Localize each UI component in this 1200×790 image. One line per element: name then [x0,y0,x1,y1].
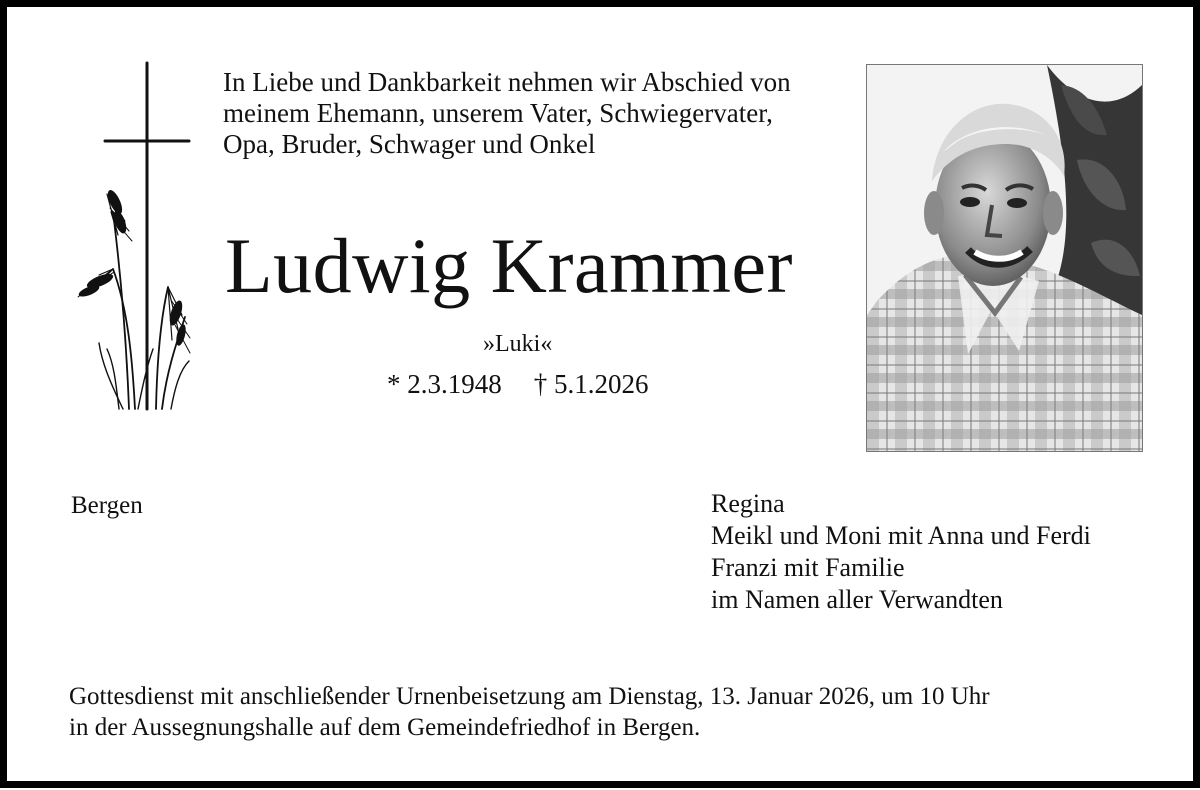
life-dates [387,368,649,400]
service-info [69,681,1159,743]
intro-line: Opa, Bruder, Schwager und Onkel [223,129,596,159]
service-line: in der Aussegnungshalle auf dem Gemeindefriedhof in Bergen. [69,714,701,741]
deceased-name: Ludwig Krammer [225,222,794,309]
mourners-list [711,488,1171,616]
service-line: Gottesdienst mit anschließender Urnenbeisetzung am Dienstag, 13. Januar 2026, um 10 Uhr [69,683,990,710]
death-date: † 5.1.2026 [533,369,649,399]
birth-date: * 2.3.1948 [387,369,502,399]
mourner-line: Meikl und Moni mit Anna und Ferdi [711,521,1091,550]
intro-text [223,67,853,160]
mourner-line: Franzi mit Familie [711,553,905,582]
mourner-line: im Namen aller Verwandten [711,585,1003,614]
portrait-photo [866,64,1143,452]
cross-with-wheat-icon [65,57,200,417]
place-label: Bergen [71,492,143,519]
intro-line: In Liebe und Dankbarkeit nehmen wir Abschied von [223,67,791,97]
mourner-line: Regina [711,489,785,518]
deceased-nickname: »Luki« [483,331,553,357]
intro-line: meinem Ehemann, unserem Vater, Schwiegervater, [223,98,773,128]
